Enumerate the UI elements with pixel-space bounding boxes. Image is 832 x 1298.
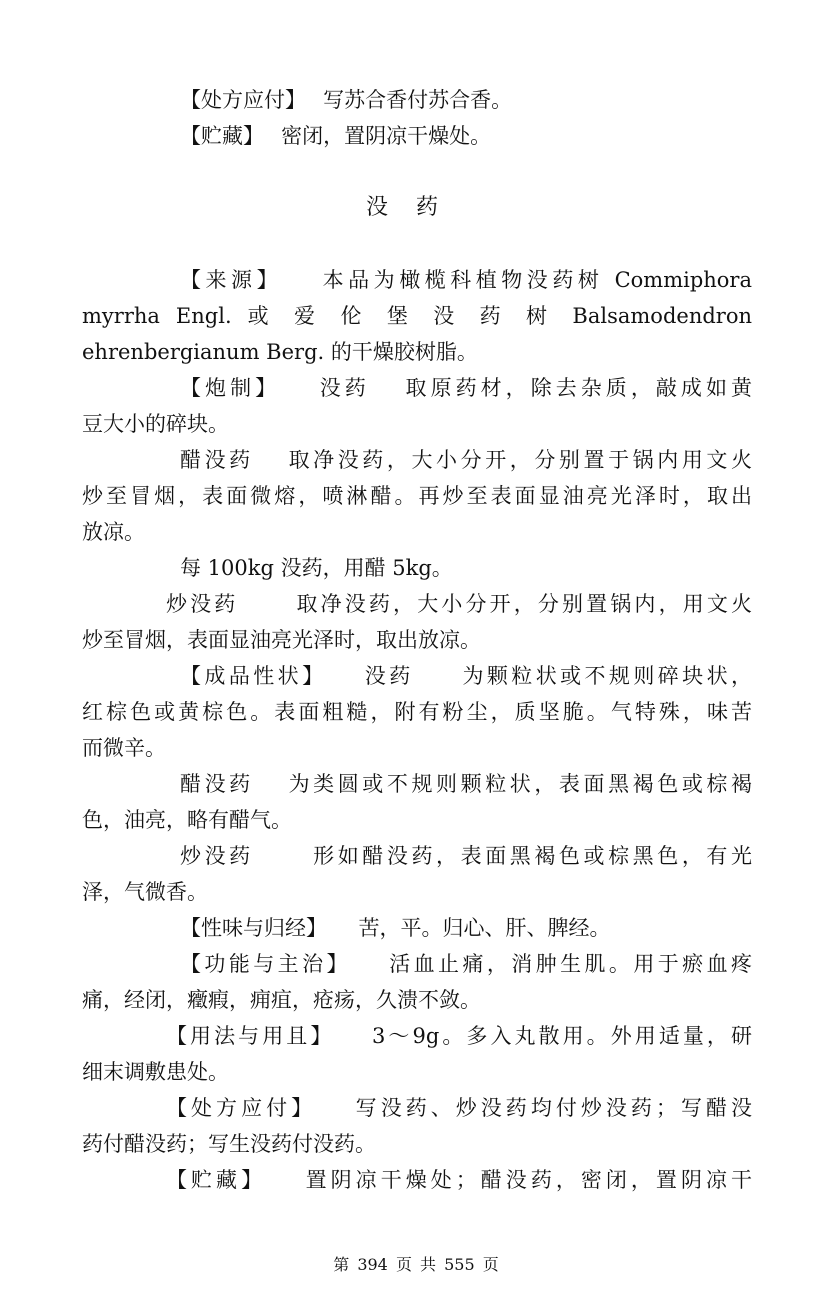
text-line-dosage: 【用法与用且】 3～9g。多入丸散用。外用适量，研	[166, 1024, 752, 1048]
text-line-functions-end: 痛，经闭，癥瘕，痈疽，疮疡，久溃不敛。	[82, 988, 481, 1012]
text-line-functions: 【功能与主治】 活血止痛，消肿生肌。用于瘀血疼	[180, 952, 752, 976]
text-line-vinegar-method-end: 放凉。	[82, 520, 145, 544]
text-line-prescription-end: 药付醋没药；写生没药付没药。	[82, 1132, 376, 1156]
text-line-dosage-end: 细末调敷患处。	[82, 1060, 229, 1084]
text-line-vinegar-method-cont: 炒至冒烟，表面微熔，喷淋醋。再炒至表面显油亮光泽时，取出	[82, 484, 752, 508]
text-line-storage-prescription: 【处方应付】 写苏合香付苏合香。	[180, 88, 513, 112]
text-line-storage: 【贮藏】 密闭，置阴凉干燥处。	[180, 124, 492, 148]
text-line-fried-properties: 炒没药 形如醋没药，表面黑褐色或棕黑色，有光	[180, 844, 752, 868]
text-line-source: 【来源】 本品为橄榄科植物没药树 Commiphora	[180, 268, 752, 292]
text-line-properties-end: 而微辛。	[82, 736, 166, 760]
text-line-storage-myrrh: 【贮藏】 置阴凉干燥处；醋没药，密闭，置阴凉干	[166, 1168, 752, 1192]
section-title: 没药	[365, 195, 466, 220]
text-line-fried-method: 炒没药 取净没药，大小分开，分别置锅内，用文火	[166, 592, 752, 616]
text-line-properties: 【成品性状】 没药 为颗粒状或不规则碎块状，	[180, 664, 752, 688]
text-line-processing: 【炮制】 没药 取原药材，除去杂质，敲成如黄	[180, 376, 752, 400]
text-line-fried-method-end: 炒至冒烟，表面显油亮光泽时，取出放凉。	[82, 628, 481, 652]
text-line-vinegar-properties: 醋没药 为类圆或不规则颗粒状，表面黑褐色或棕褐	[180, 772, 752, 796]
text-line-source-cont: myrrha Engl. 或 爱 伦 堡 没 药 树 Balsamodendron	[82, 304, 752, 328]
text-line-processing-end: 豆大小的碎块。	[82, 412, 229, 436]
text-line-taste-meridian: 【性味与归经】 苦，平。归心、肝、脾经。	[180, 916, 611, 940]
text-line-fried-properties-end: 泽，气微香。	[82, 880, 208, 904]
page-footer: 第 394 页 共 555 页	[333, 1255, 499, 1274]
text-line-vinegar-method: 醋没药 取净没药，大小分开，分别置于锅内用文火	[180, 448, 752, 472]
text-line-properties-cont: 红棕色或黄棕色。表面粗糙，附有粉尘，质坚脆。气特殊，味苦	[82, 700, 752, 724]
text-line-source-end: ehrenbergianum Berg. 的干燥胶树脂。	[82, 340, 478, 364]
text-line-prescription: 【处方应付】 写没药、炒没药均付炒没药；写醋没	[166, 1096, 752, 1120]
text-line-vinegar-properties-end: 色，油亮，略有醋气。	[82, 808, 292, 832]
text-line-vinegar-ratio: 每 100kg 没药，用醋 5kg。	[180, 556, 453, 580]
